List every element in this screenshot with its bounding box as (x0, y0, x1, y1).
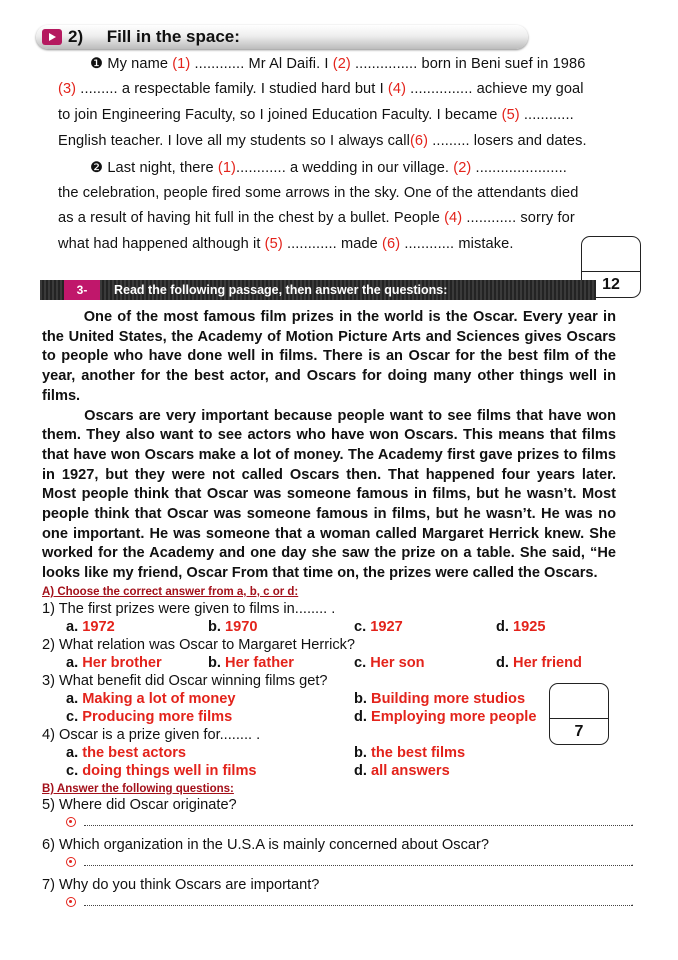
option-letter: b. (354, 691, 372, 707)
line-text: ............ made (282, 236, 383, 252)
passage-line: Oscars are very important because people want to see films that have won (42, 407, 616, 424)
fill-in-line (58, 133, 587, 149)
section-3-badge: 3- (64, 280, 100, 300)
line-text: ............... achieve my goal (406, 81, 584, 97)
blank-number: (1) (217, 160, 236, 176)
line-end-period: . (630, 815, 634, 829)
open-question-text: 7) Why do you think Oscars are important? (42, 877, 320, 893)
option-text: the best films (371, 745, 466, 761)
passage-line: them. They also want to see actors who have won Oscars. This means that films (42, 427, 616, 444)
option-text: Her son (370, 655, 425, 671)
answer-option[interactable] (208, 655, 294, 671)
line-end-period: . (630, 895, 634, 909)
option-text: 1972 (82, 619, 115, 635)
line-text: as a result of having hit full in the chest by a bullet. People (58, 210, 445, 226)
passage-line: in 1927, but they were not called Oscars then. That happened four years later. (42, 466, 616, 483)
option-letter: c. (354, 655, 371, 671)
blank-number: (5) (264, 236, 283, 252)
option-text: doing things well in films (82, 763, 257, 779)
line-text: ............ Mr Al Daifi. I (190, 56, 333, 72)
option-letter: b. (208, 655, 226, 671)
answer-option[interactable] (66, 745, 186, 761)
score-box-7 (549, 683, 609, 745)
line-text: ...................... (471, 160, 567, 176)
blank-number: (2) (453, 160, 472, 176)
option-text: 1970 (225, 619, 258, 635)
bullet-target-icon (66, 897, 76, 907)
answer-option[interactable] (208, 619, 258, 635)
answer-option[interactable] (66, 619, 115, 635)
option-letter: c. (66, 709, 83, 725)
line-text: ......... losers and dates. (428, 133, 587, 149)
question-text: 3) What benefit did Oscar winning films get? (42, 673, 328, 689)
option-text: Her brother (82, 655, 162, 671)
answer-option[interactable] (496, 655, 582, 671)
play-arrow-icon (42, 29, 62, 45)
option-letter: d. (496, 655, 514, 671)
blank-number: (3) (58, 81, 77, 97)
option-text: Her friend (513, 655, 582, 671)
open-question-text: 5) Where did Oscar originate? (42, 797, 237, 813)
passage-line: one important. He was someone that a woman called Margaret Herrick knew. She (42, 525, 616, 542)
option-text: Her father (225, 655, 294, 671)
answer-line[interactable] (66, 897, 632, 911)
dotted-answer-space (84, 825, 632, 826)
line-end-period: . (630, 855, 634, 869)
answer-line[interactable] (66, 857, 632, 871)
option-letter: a. (66, 619, 83, 635)
dotted-answer-space (84, 905, 632, 906)
score-value: 7 (574, 723, 584, 740)
option-text: Making a lot of money (82, 691, 236, 707)
option-text: the best actors (82, 745, 187, 761)
answer-option[interactable] (354, 691, 525, 707)
passage-line: the United States, the Academy of Motion Picture Arts and Sciences gives Oscars (42, 328, 616, 345)
question-text: 4) Oscar is a prize given for........ . (42, 727, 261, 743)
blank-number: (6) (382, 236, 401, 252)
answer-option[interactable] (354, 745, 465, 761)
option-text: 1925 (513, 619, 546, 635)
answer-option[interactable] (66, 655, 162, 671)
option-letter: d. (354, 763, 372, 779)
line-text: to join Engineering Faculty, so I joined Education Faculty. I became (58, 107, 502, 123)
option-letter: b. (208, 619, 226, 635)
answer-option[interactable] (354, 655, 425, 671)
option-letter: a. (66, 655, 83, 671)
part-a-heading: A) Choose the correct answer from a, b, c or d: (42, 586, 299, 598)
option-letter: d. (496, 619, 514, 635)
passage-line: One of the most famous film prizes in the world is the Oscar. Every year in (42, 309, 616, 325)
line-text: ❶ My name (90, 56, 173, 72)
line-text: English teacher. I love all my students so I always call (58, 133, 410, 149)
blank-number: (4) (387, 81, 407, 97)
question-text: 1) The first prizes were given to films in........ . (42, 601, 336, 617)
passage-line: Most people think that Oscar was someone famous in films, but he wasn’t. Most (42, 486, 616, 503)
open-question-text: 6) Which organization in the U.S.A is mainly concerned about Oscar? (42, 837, 489, 853)
passage-line: people think that Oscar was someone famous in films, but he wasn’t. He was no (42, 506, 616, 522)
answer-option[interactable] (66, 763, 257, 779)
fill-in-line (58, 185, 578, 201)
passage-line: that have won Oscars make a lot of money. The Academy first gave prizes to films (42, 446, 616, 463)
line-text: ............ mistake. (400, 236, 514, 252)
option-text: all answers (371, 763, 450, 779)
option-text: 1927 (370, 619, 403, 635)
passage-line: year, another for the best actor, and Oscars for doing many other things well in (42, 368, 616, 385)
answer-option[interactable] (496, 619, 546, 635)
question-text: 2) What relation was Oscar to Margaret Herrick? (42, 637, 356, 653)
answer-line[interactable] (66, 817, 632, 831)
line-text: what had happened although it (58, 236, 265, 252)
blank-number: (2) (332, 56, 351, 72)
answer-option[interactable] (66, 691, 235, 707)
answer-option[interactable] (354, 709, 536, 725)
answer-option[interactable] (354, 763, 450, 779)
blank-number: (5) (501, 107, 520, 123)
option-text: Producing more films (82, 709, 233, 725)
passage-line: looks like my friend, Oscar From that time on, the prizes were called the Oscars. (42, 565, 598, 582)
fill-in-line (90, 159, 567, 176)
option-letter: c. (66, 763, 83, 779)
section-2-title: 2) Fill in the space: (68, 27, 240, 46)
part-b-heading: B) Answer the following questions: (42, 783, 234, 795)
option-letter: d. (354, 709, 372, 725)
line-text: ............ sorry for (462, 210, 575, 226)
fill-in-line (90, 55, 585, 72)
answer-option[interactable] (66, 709, 232, 725)
passage-line: films. (42, 387, 81, 404)
bullet-target-icon (66, 817, 76, 827)
line-text: ............ (519, 107, 574, 123)
option-text: Building more studios (371, 691, 526, 707)
fill-in-line (58, 81, 584, 97)
fill-in-line (58, 210, 575, 226)
fill-in-line (58, 236, 514, 252)
option-letter: a. (66, 691, 83, 707)
option-letter: a. (66, 745, 83, 761)
option-letter: b. (354, 745, 372, 761)
option-text: Employing more people (371, 709, 537, 725)
bullet-target-icon (66, 857, 76, 867)
line-text: ❷ Last night, there (90, 160, 218, 176)
option-letter: c. (354, 619, 371, 635)
blank-number: (6) (409, 133, 429, 149)
passage-line: worked for the Academy and one day she saw the prize on a table. She said, “He (42, 545, 616, 562)
fill-in-line (58, 107, 574, 123)
blank-number: (4) (444, 210, 463, 226)
section-3-title: Read the following passage, then answer the questions: (114, 283, 448, 297)
answer-option[interactable] (354, 619, 403, 635)
dotted-answer-space (84, 865, 632, 866)
score-value: 12 (602, 276, 620, 293)
line-text: ............ a wedding in our village. (236, 160, 454, 176)
line-text: ......... a respectable family. I studied hard but I (76, 81, 388, 97)
line-text: the celebration, people fired some arrows in the sky. One of the attendants died (58, 185, 579, 201)
line-text: ............... born in Beni suef in 1986 (350, 56, 586, 72)
passage-line: to people who have done well in films. There is an Oscar for the best film of the (42, 348, 616, 365)
blank-number: (1) (172, 56, 191, 72)
